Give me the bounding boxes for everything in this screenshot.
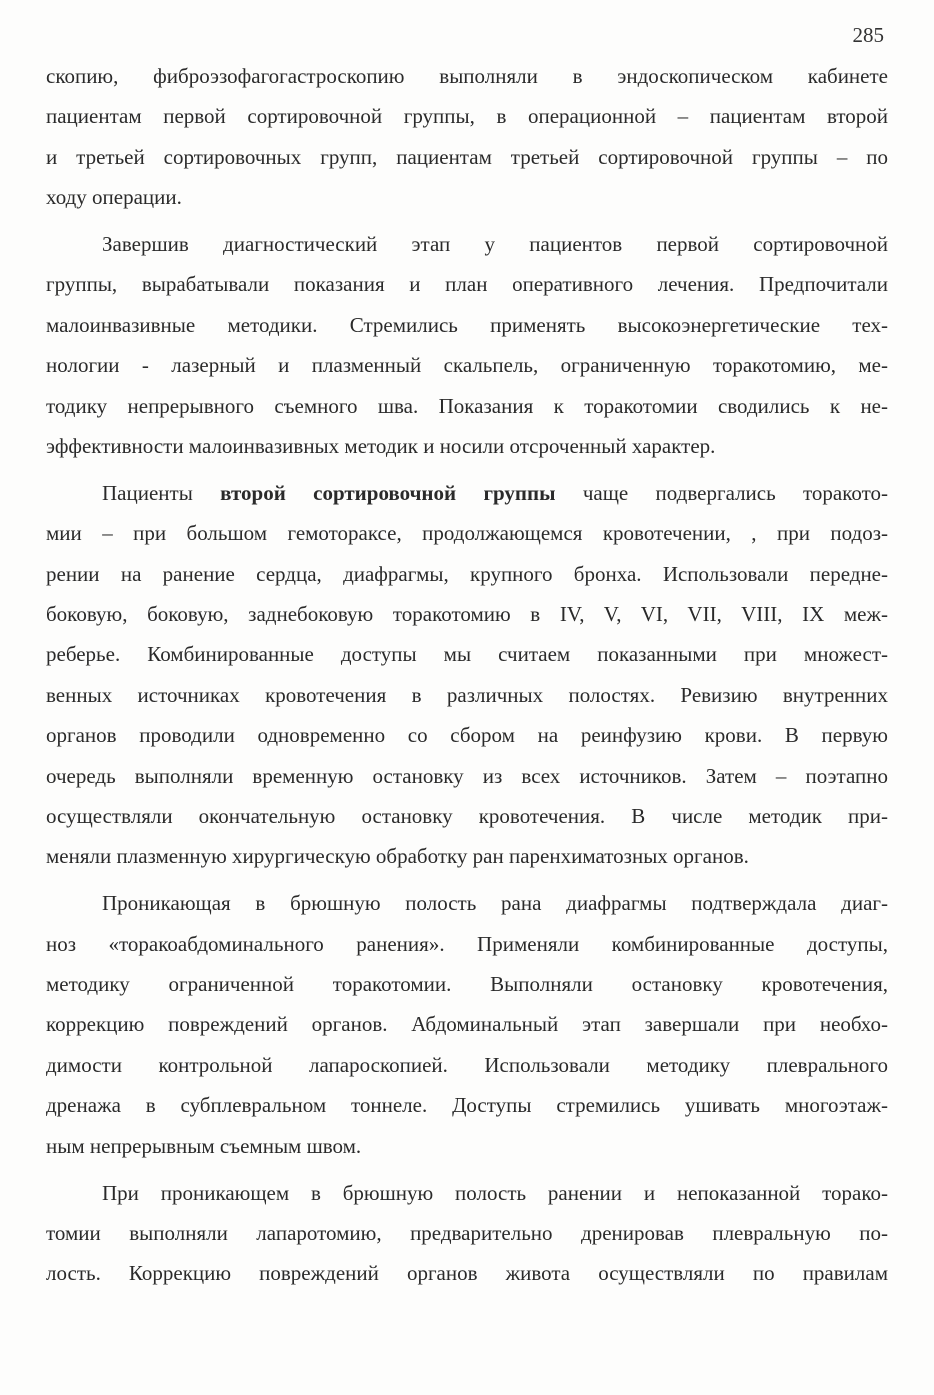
text-line: реберье. Комбинированные доступы мы считаем показанными при множест- (46, 642, 888, 667)
text-line: При проникающем в брюшную полость ранении и непоказанной торако- (102, 1180, 888, 1205)
text-line: венных источниках кровотечения в различных полостях. Ревизию внутренних (46, 682, 888, 707)
page-number: 285 (852, 23, 884, 47)
text-line: боковую, боковую, заднебоковую торакотомию в IV, V, VI, VII, VIII, IX меж- (46, 602, 888, 627)
text-line: скопию, фиброэзофагогастроскопию выполняли в эндоскопическом кабинете (46, 64, 888, 88)
text-line: ным непрерывным съемным швом. (46, 1133, 362, 1158)
text-line: дренажа в субплевральном тоннеле. Доступы стремились ушивать многоэтаж- (46, 1093, 888, 1118)
text-line: методику ограниченной торакотомии. Выполняли остановку кровотечения, (46, 972, 888, 997)
text-line: малоинвазивные методики. Стремились применять высокоэнергетические тех- (46, 312, 888, 337)
text-line: эффективности малоинвазивных методик и носили отсроченный характер. (46, 434, 716, 459)
text-line: Проникающая в брюшную полость рана диафрагмы подтверждала диаг- (102, 891, 888, 916)
text-line: и третьей сортировочных групп, пациентам третьей сортировочной группы – по (46, 144, 888, 169)
bold-term: второй сортировочной группы (220, 480, 556, 505)
text-line: меняли плазменную хирургическую обработку ран паренхиматозных органов. (46, 844, 749, 869)
text-run: чаще подвергались торакото- (555, 480, 888, 505)
text-line (46, 473, 888, 513)
text-line: димости контрольной лапароскопией. Использовали методику плеврального (46, 1052, 888, 1077)
text-line: группы, вырабатывали показания и план оперативного лечения. Предпочитали (46, 272, 888, 297)
text-line: очередь выполняли временную остановку из всех источников. Затем – поэтапно (46, 763, 888, 788)
text-line: нологии - лазерный и плазменный скальпель, ограниченную торакотомию, ме- (46, 353, 888, 378)
text-line: ходу операции. (46, 185, 182, 210)
text-run: Пациенты (102, 480, 221, 505)
text-line: осуществляли окончательную остановку кровотечения. В числе методик при- (46, 804, 888, 829)
text-line: лость. Коррекцию повреждений органов живота осуществляли по правилам (46, 1261, 888, 1286)
text-line: ноз «торакоабдоминального ранения». Применяли комбинированные доступы, (46, 931, 888, 956)
text-line: тодику непрерывного съемного шва. Показания к торакотомии сводились к не- (46, 393, 888, 418)
text-line: органов проводили одновременно со сбором на реинфузию крови. В первую (46, 723, 888, 748)
text-line: Завершив диагностический этап у пациентов первой сортировочной (102, 232, 888, 257)
text-line: мии – при большом гемотораксе, продолжающемся кровотечении, , при подоз- (46, 521, 888, 546)
text-line: пациентам первой сортировочной группы, в операционной – пациентам второй (46, 104, 888, 129)
text-line: томии выполняли лапаротомию, предварительно дренировав плевральную по- (46, 1220, 888, 1245)
text-line: коррекцию повреждений органов. Абдоминальный этап завершали при необхо- (46, 1012, 888, 1037)
body-text (46, 56, 888, 1294)
text-line: рении на ранение сердца, диафрагмы, крупного бронха. Использовали передне- (46, 561, 888, 586)
